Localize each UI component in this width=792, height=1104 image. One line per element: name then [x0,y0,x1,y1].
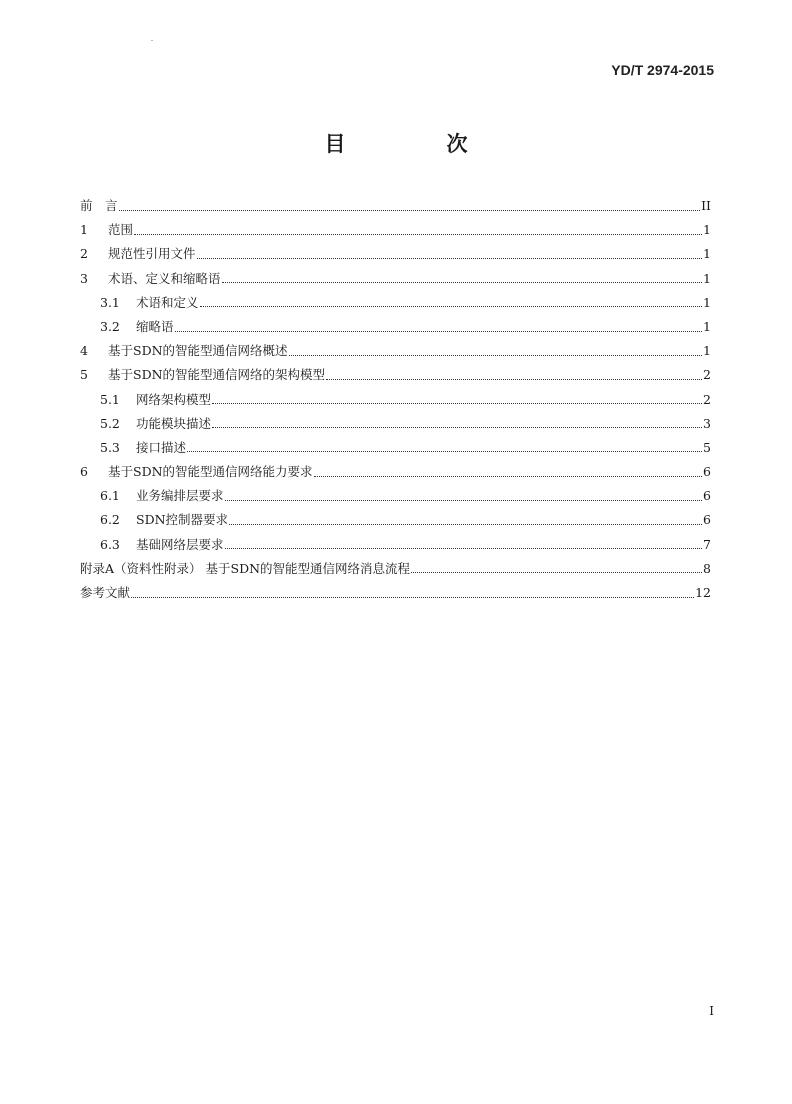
toc-entry[interactable] [80,291,711,315]
toc-leader-dots [197,258,703,259]
toc-entry-number: 5.3 [100,439,120,455]
toc-entry[interactable] [80,218,711,242]
toc-entry[interactable] [80,315,711,339]
toc-entry-number: 6.1 [100,488,120,504]
toc-entry-label: 业务编排层要求 [136,488,224,504]
toc-entry-number: 6.3 [100,536,120,552]
toc-entry[interactable] [80,508,711,532]
toc-leader-dots [229,524,702,525]
toc-entry-label: 接口描述 [136,439,187,455]
toc-leader-dots [411,572,702,573]
toc-entry[interactable] [80,388,711,412]
toc-leader-dots [119,210,701,211]
toc-entry-number: 5.2 [100,415,120,431]
table-of-contents [80,194,711,605]
toc-entry-page: 7 [703,536,711,552]
standard-code: YD/T 2974-2015 [611,62,714,78]
toc-entry-number: 4 [80,343,88,359]
toc-entry-number: 3 [80,270,88,286]
scan-speck [151,40,153,41]
toc-entry-label: 参考文献 [80,585,131,600]
toc-entry-number: 6 [80,464,88,480]
toc-leader-dots [225,548,703,549]
toc-leader-dots [200,306,703,307]
toc-entry-number: 3.2 [100,318,120,334]
toc-leader-dots [289,355,703,356]
page-number: I [709,1004,714,1018]
toc-entry-number: 6.2 [100,512,120,528]
toc-entry-number: 2 [80,246,88,262]
toc-leader-dots [222,282,703,283]
toc-leader-dots [225,500,703,501]
toc-entry-page: 8 [703,560,711,576]
toc-entry-page: 1 [703,270,711,286]
toc-entry-label: 前 言 [80,198,118,213]
toc-leader-dots [134,234,702,235]
toc-entry-page: 6 [703,512,711,528]
toc-entry-page: 5 [703,439,711,455]
toc-entry-number: 3.1 [100,294,120,310]
toc-entry[interactable] [80,557,711,581]
toc-entry[interactable] [80,267,711,291]
toc-leader-dots [175,331,703,332]
toc-entry-label: 规范性引用文件 [108,246,196,262]
toc-entry[interactable] [80,436,711,460]
toc-entry-label: 网络架构模型 [136,391,212,407]
toc-entry-number: 5 [80,367,88,383]
toc-entry-label: 范围 [108,222,134,238]
toc-entry-label: 附录A（资料性附录） 基于SDN的智能型通信网络消息流程 [80,560,411,576]
toc-entry-page: 12 [695,585,711,600]
toc-entry-page: 3 [703,415,711,431]
toc-entry-page: 6 [703,488,711,504]
toc-entry-page: 1 [703,294,711,310]
toc-entry[interactable] [80,412,711,436]
toc-entry-label: 术语和定义 [136,294,199,310]
toc-entry-label: 基于SDN的智能型通信网络概述 [108,343,288,359]
toc-entry-label: 基础网络层要求 [136,536,224,552]
page-title: 目 次 [324,132,508,156]
toc-entry-page: 1 [703,246,711,262]
toc-entry-label: 术语、定义和缩略语 [108,270,221,286]
toc-entry-label: 基于SDN的智能型通信网络能力要求 [108,464,313,480]
toc-entry-page: 2 [703,367,711,383]
toc-leader-dots [212,427,702,428]
toc-entry-number: 5.1 [100,391,120,407]
toc-entry[interactable] [80,242,711,266]
toc-entry-page: 2 [703,391,711,407]
toc-entry[interactable] [80,460,711,484]
toc-entry[interactable] [80,533,711,557]
toc-entry[interactable] [80,194,711,218]
toc-entry[interactable] [80,363,711,387]
toc-entry-number: 1 [80,222,88,238]
toc-entry-page: II [701,198,711,213]
toc-entry-page: 1 [703,222,711,238]
toc-leader-dots [314,476,703,477]
toc-entry-page: 6 [703,464,711,480]
toc-leader-dots [326,379,702,380]
toc-entry[interactable] [80,339,711,363]
toc-entry-label: 缩略语 [136,318,174,334]
toc-entry-label: SDN控制器要求 [136,512,229,528]
toc-entry[interactable] [80,581,711,605]
toc-entry-label: 基于SDN的智能型通信网络的架构模型 [108,367,326,383]
toc-leader-dots [212,403,702,404]
toc-leader-dots [187,451,702,452]
toc-entry-label: 功能模块描述 [136,415,212,431]
toc-entry-page: 1 [703,318,711,334]
toc-entry-page: 1 [703,343,711,359]
toc-entry[interactable] [80,484,711,508]
toc-leader-dots [131,597,694,598]
